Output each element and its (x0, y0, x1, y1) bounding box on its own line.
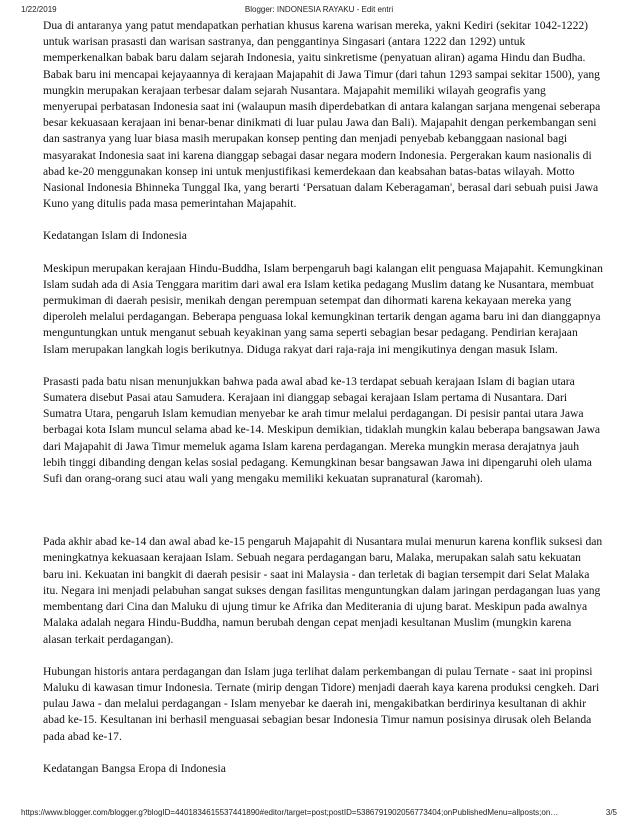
paragraph-majapahit: Dua di antaranya yang patut mendapatkan perhatian khusus karena warisan mereka, yakni Kediri (sekitar 1042-1222) untuk warisan prasasti dan warisan sastranya, dan penggantinya Singasari (antara 1222 dan 1292) untuk memperkenalkan babak baru dalam sejarah Indonesia, yaitu sinkretisme (penyatuan aliran) agama Hindu dan Budha. Babak baru ini mencapai kejayaannya di kerajaan Majapahit di Jawa Timur (dari tahun 1293 sampai sekitar 1500), yang mungkin merupakan kerajaan terbesar dalam sejarah Nusantara. Majapahit memiliki wilayah geografis yang menyerupai perbatasan Indonesia saat ini (walaupun masih diperdebatkan di antara kalangan sarjana mengenai seberapa besar kekuasaan kerajaan ini benar-benar dinikmati di luar pulau Jawa dan Bali). Majapahit dengan perkembangan seni dan sastranya yang luar biasa masih merupakan konsep penting dan menjadi penyebab kebanggaan nasional bagi masyarakat Indonesia saat ini karena dianggap sebagai dasar negara modern Indonesia. Pergerakan kaum nasionalis di abad ke-20 menggunakan konsep ini untuk menjustifikasi kemerdekaan dan keabsahan batas-batas wilayah. Motto Nasional Indonesia Bhinneka Tunggal Ika, yang berarti ‘Persatuan dalam Keberagaman', berasal dari sebuah puisi Jawa Kuno yang ditulis pada masa pemerintahan Majapahit. (43, 19, 601, 211)
paragraph-malaka: Pada akhir abad ke-14 dan awal abad ke-15 pengaruh Majapahit di Nusantara mulai menurun karena konflik suksesi dan meningkatnya kekuasaan kerajaan Islam. Sebuah negara perdagangan baru, Malaka, merupakan salah satu kekuatan baru ini. Kekuatan ini bangkit di daerah pesisir - saat ini Malaysia - dan terletak di bagian tersempit dari Selat Malaka itu. Negara ini menjadi pelabuhan sangat sukses dengan fasilitas menguntungkan dalam jaringan perdagangan luas yang membentang dari Cina dan Maluku di ujung timur ke Afrika dan Mediterania di ujung barat. Meskipun pada awalnya Malaka adalah negara Hindu-Buddha, namun berubah dengan cepat menjadi kesultanan Muslim (mungkin karena alasan terkait perdagangan). (43, 535, 603, 646)
paragraph-pasai: Prasasti pada batu nisan menunjukkan bahwa pada awal abad ke-13 terdapat sebuah kerajaan Islam di bagian utara Sumatera disebut Pasai atau Samudera. Kerajaan ini dianggap sebagai kerajaan Islam pertama di Nusantara. Dari Sumatra Utara, pengaruh Islam kemudian menyebar ke arah timur melalui perdagangan. Di pesisir pantai utara Jawa berbagai kota Islam muncul selama abad ke-14. Meskipun demikian, tidaklah mungkin kalau beberapa bangsawan Jawa dari Majapahit di Jawa Timur memeluk agama Islam karena perdagangan. Mereka mungkin merasa derajatnya jauh lebih tinggi dibanding dengan kelas sosial pedagang. Kemungkinan besar bangsawan Jawa ini dipengaruhi oleh ulama Sufi dan orang-orang suci atau wali yang mengaku memiliki kekuatan supranatural (karomah). (43, 374, 600, 486)
print-url: https://www.blogger.com/blogger.g?blogID=4401834615537441890#editor/target=post;postID=5386791902056773404;onPublishedMenu=allposts;on… (21, 808, 559, 817)
print-footer (0, 808, 638, 820)
paragraph-islam-influence: Meskipun merupakan kerajaan Hindu-Buddha, Islam berpengaruh bagi kalangan elit penguasa Majapahit. Kemungkinan Islam sudah ada di Asia Tenggara maritim dari awal era Islam ketika pedagang Muslim datang ke Nusantara, membuat permukiman di daerah pesisir, menikah dengan perempuan setempat dan dihormati karena kekayaan mereka yang diperoleh melalui perdagangan. Beberapa penguasa lokal kemungkinan tertarik dengan agama baru ini dan dianggapnya menguntungkan untuk menganut sebuah keyakinan yang sama seperti sebagian besar pedagang. Pendirian kerajaan Islam merupakan langkah logis berikutnya. Diduga rakyat dari raja-raja ini mengikutinya dengan masuk Islam. (43, 261, 603, 356)
section-heading-islam: Kedatangan Islam di Indonesia (43, 229, 187, 243)
blank-space (43, 503, 603, 534)
post-content (43, 18, 603, 793)
print-header (0, 5, 638, 17)
section-heading-europe: Kedatangan Bangsa Eropa di Indonesia (43, 761, 226, 775)
print-page-title: Blogger: INDONESIA RAYAKU - Edit entri (244, 5, 394, 14)
page-number: 3/5 (605, 808, 617, 817)
paragraph-ternate: Hubungan historis antara perdagangan dan Islam juga terlihat dalam perkembangan di pulau Ternate - saat ini propinsi Maluku di kawasan timur Indonesia. Ternate (mirip dengan Tidore) menjadi daerah kaya karena produksi cengkeh. Dari pulau Jawa - dan melalui perdagangan - Islam menyebar ke daerah ini, mengakibatkan berdirinya kesultanan di akhir abad ke-15. Kesultanan ini berhasil menguasai sebagian besar Indonesia Timur namun posisinya dirusak oleh Belanda pada abad ke-17. (43, 664, 600, 743)
print-date: 1/22/2019 (21, 5, 57, 14)
